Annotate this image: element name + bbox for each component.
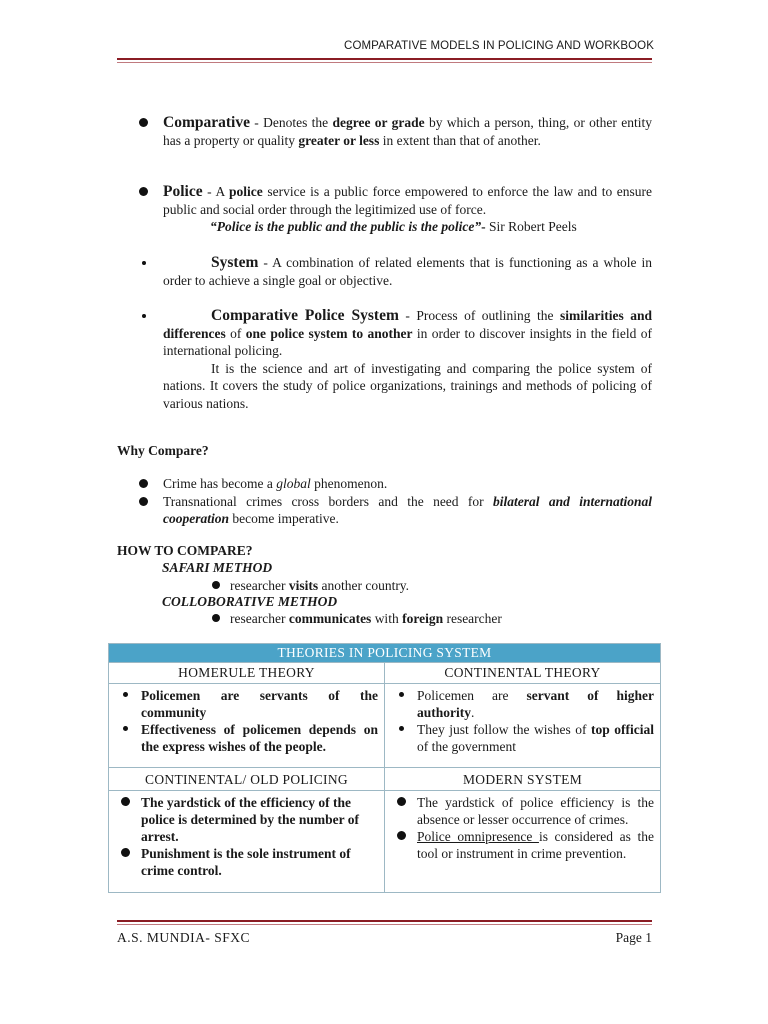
term: Comparative Police System — [211, 307, 399, 324]
footer-author: A.S. MUNDIA- SFXC — [117, 930, 251, 945]
document-header-title: COMPARATIVE MODELS IN POLICING AND WORKBOOK — [344, 40, 654, 52]
list-item: Crime has become a global phenomenon. — [117, 475, 652, 493]
footer-rule-thin — [117, 924, 652, 925]
list-item: The yardstick of police efficiency is the absence or lesser occurrence of crimes. — [391, 794, 654, 828]
bullet-icon — [212, 614, 220, 622]
bullet-icon — [139, 187, 148, 196]
bullet-icon — [123, 692, 128, 697]
bullet-icon — [212, 581, 220, 589]
term: Comparative — [163, 114, 250, 131]
list-item: Punishment is the sole instrument of crime control. — [115, 845, 378, 879]
list-item: Police omnipresence is considered as the tool or instrument in crime prevention. — [391, 828, 654, 862]
list-item: Policemen are servants of the community — [115, 687, 378, 721]
footer-rule — [117, 920, 652, 922]
list-item: The yardstick of the efficiency of the police is determined by the number of arrest. — [115, 794, 378, 845]
bullet-icon — [399, 726, 404, 731]
header-rule — [117, 58, 652, 60]
bullet-icon — [139, 497, 148, 506]
column-header-continental: CONTINENTAL THEORY — [385, 663, 661, 684]
table-caption: THEORIES IN POLICING SYSTEM — [109, 644, 661, 663]
bullet-icon — [139, 479, 148, 488]
list-item: They just follow the wishes of top official of the government — [391, 721, 654, 755]
column-header-homerule: HOMERULE THEORY — [109, 663, 385, 684]
bullet-icon — [142, 314, 146, 318]
collaborative-method-heading: COLLOBORATIVE METHOD — [162, 594, 338, 609]
page-number: Page 1 — [615, 930, 652, 945]
definition-comparative: Comparative - Denotes the degree or grade by which a person, thing, or other entity has a property or quality greater or less in extent than that of another. — [117, 114, 652, 149]
bullet-icon — [142, 261, 146, 265]
bullet-icon — [399, 692, 404, 697]
bullet-icon — [121, 848, 130, 857]
list-item: Policemen are servant of higher authority. — [391, 687, 654, 721]
bullet-icon — [123, 726, 128, 731]
homerule-cell — [109, 684, 385, 768]
old-policing-cell — [109, 791, 385, 893]
bullet-icon — [121, 797, 130, 806]
safari-method-item: researcher visits another country. — [162, 577, 409, 594]
list-item: Transnational crimes cross borders and the need for bilateral and international cooperation become imperative. — [117, 493, 652, 528]
how-to-compare-heading: HOW TO COMPARE? — [117, 543, 253, 558]
why-compare-list — [117, 475, 652, 528]
definition-system: System - A combination of related elements that is functioning as a whole in order to achieve a single goal or objective. — [117, 254, 652, 289]
bullet-icon — [397, 797, 406, 806]
modern-system-cell — [385, 791, 661, 893]
column-header-old-policing: CONTINENTAL/ OLD POLICING — [109, 768, 385, 791]
police-quote: “Police is the public and the public is the police”- Sir Robert Peels — [210, 219, 577, 234]
collaborative-method-item: researcher communicates with foreign researcher — [162, 610, 502, 627]
definition-comparative-police-system: Comparative Police System - Process of outlining the similarities and differences of one police system to another in order to discover insights in the field of international policing. It is the science and art of investigating and comparing the police system of nations. It covers the study of police organizations, trainings and methods of policing of various nations. — [117, 307, 652, 412]
term: System — [211, 254, 259, 271]
term: Police — [163, 183, 203, 200]
definition-police: Police - A police service is a public force empowered to enforce the law and to ensure public and social order through the legitimized use of force. “Police is the public and the public is the police”- Sir Robert Peels — [117, 183, 652, 236]
bullet-icon — [139, 118, 148, 127]
continental-cell — [385, 684, 661, 768]
why-compare-heading: Why Compare? — [117, 443, 209, 458]
safari-method-heading: SAFARI METHOD — [162, 560, 273, 575]
bullet-icon — [397, 831, 406, 840]
column-header-modern-system: MODERN SYSTEM — [385, 768, 661, 791]
cps-paragraph: It is the science and art of investigating and comparing the police system of nations. It covers the study of police organizations, trainings and methods of policing of various nations. — [163, 360, 652, 411]
list-item: Effectiveness of policemen depends on the express wishes of the people. — [115, 721, 378, 755]
header-rule-thin — [117, 62, 652, 63]
theories-table — [108, 643, 661, 893]
